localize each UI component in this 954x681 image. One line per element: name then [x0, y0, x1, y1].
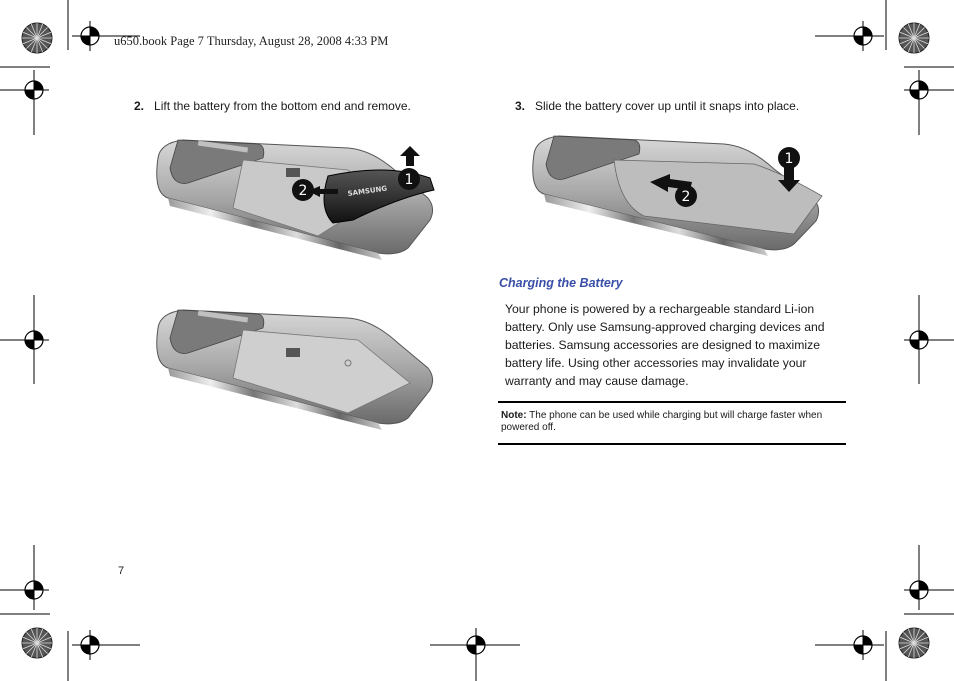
- page-number: 7: [118, 565, 125, 577]
- phone-battery-removed-illustration: [148, 298, 438, 438]
- callout-1: 1: [404, 172, 414, 188]
- callout-2: 2: [298, 183, 308, 199]
- step-text: Slide the battery cover up until it snaps into place.: [535, 99, 800, 113]
- phone-cover-slide-illustration: [524, 124, 834, 259]
- step-number: 2.: [134, 99, 145, 113]
- callout-1: 1: [784, 151, 794, 167]
- step-text: Lift the battery from the bottom end and remove.: [154, 99, 411, 113]
- note: [501, 410, 839, 434]
- callout-2: 2: [681, 189, 691, 205]
- step-3: [515, 99, 799, 113]
- note-label: Note:: [501, 410, 527, 421]
- step-number: 3.: [515, 99, 526, 113]
- note-text: The phone can be used while charging but will charge faster when powered off.: [501, 410, 823, 433]
- section-title: Charging the Battery: [499, 276, 623, 290]
- phone-battery-removal-illustration: [148, 128, 438, 268]
- section-body: Your phone is powered by a rechargeable standard Li-ion battery. Only use Samsung-approved charging devices and batteries. Samsung accessories are designed to maximize battery life. Using other accessories may invalidate your warranty and may cause damage.: [505, 302, 825, 388]
- note-box: [498, 401, 846, 445]
- step-2: [134, 99, 411, 113]
- page-header: u650.book Page 7 Thursday, August 28, 2008 4:33 PM: [114, 34, 389, 48]
- svg-text:SAMSUNG: SAMSUNG: [347, 184, 388, 198]
